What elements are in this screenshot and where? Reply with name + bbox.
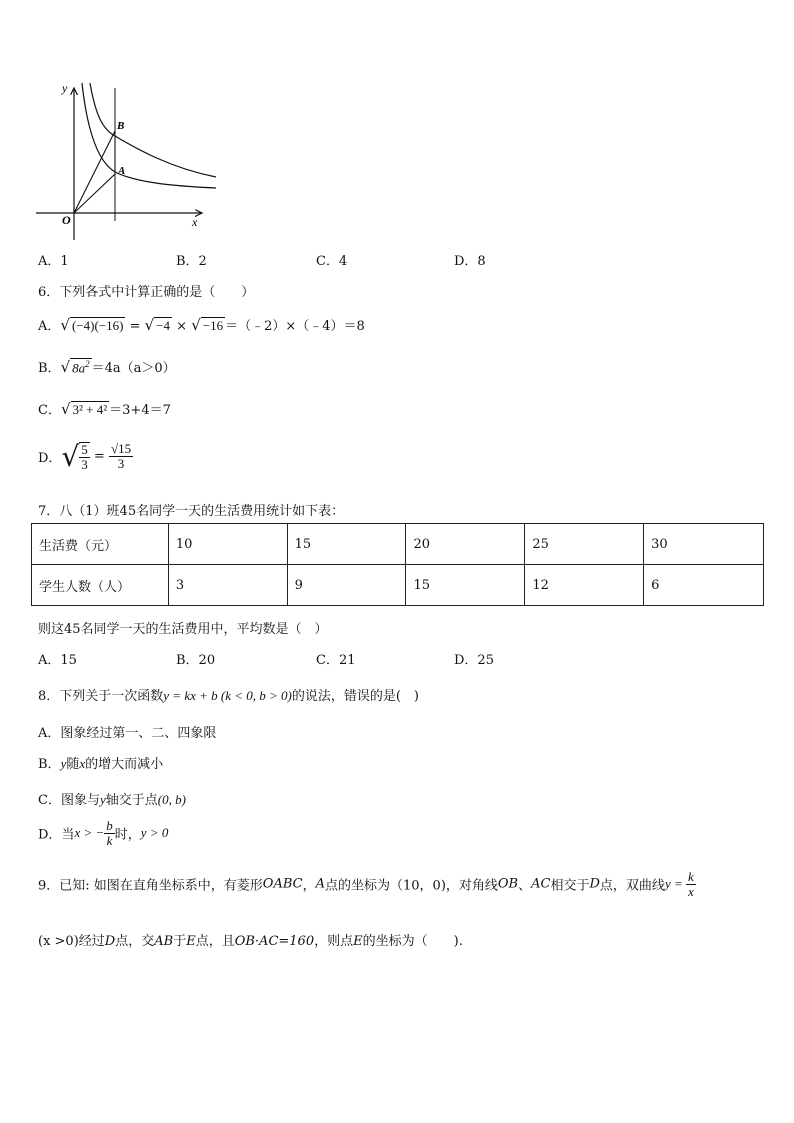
hyperbola-outer — [90, 83, 216, 177]
q7-option-a[interactable]: A．15 — [38, 653, 77, 668]
q6-b-label: B． — [38, 361, 61, 376]
q7-question: 则这45名同学一天的生活费用中，平均数是（ ） — [38, 622, 328, 637]
q9-fraction: $\frac{k}{x}$ — [687, 869, 694, 899]
sqrt-icon: √ — [61, 440, 80, 473]
q7-option-b[interactable]: B．20 — [176, 653, 216, 668]
q5-option-a[interactable]: A．1 — [38, 254, 69, 269]
q6-option-d[interactable] — [38, 440, 133, 473]
q8-option-c[interactable]: C．图象与y轴交于点(0, b) — [38, 792, 186, 808]
q6-a-radicand2: −4 — [156, 318, 171, 333]
q6-d-label: D． — [38, 451, 62, 466]
q6-d-eq: = — [89, 449, 109, 464]
q6-option-b[interactable] — [38, 357, 176, 376]
q6-c-label: C． — [38, 403, 61, 418]
q8-option-b[interactable]: B．y随x的增大而减小 — [38, 756, 164, 772]
q6-stem: 6．下列各式中计算正确的是（ ） — [38, 285, 255, 300]
q6-a-eq: = — [125, 319, 145, 334]
q8-option-d[interactable]: D．当x > − $\frac{b}{k}$ 时，y > 0 — [38, 818, 169, 848]
q6-a-radicand3: −16 — [202, 318, 224, 333]
table-cell: 25 — [525, 524, 644, 565]
table-row — [32, 565, 764, 606]
label-y: y — [62, 81, 68, 95]
table-cell: 15 — [406, 565, 525, 606]
q6-option-c[interactable] — [38, 399, 171, 418]
q7-option-c[interactable]: C．21 — [316, 653, 356, 668]
q6-option-a[interactable] — [38, 315, 365, 334]
q6-a-label: A． — [38, 319, 61, 334]
q8-option-a[interactable]: A．图象经过第一、二、四象限 — [38, 726, 217, 741]
q8-d-fraction: $\frac{b}{k}$ — [106, 818, 113, 848]
q6-d-lhs-fraction: $\frac{5}{3}$ — [81, 441, 88, 472]
sqrt-icon: √ — [191, 316, 201, 334]
q6-c-rest: ＝3+4＝7 — [109, 403, 171, 418]
q6-a-rest: ＝（﹣2）×（﹣4）＝8 — [225, 319, 365, 334]
q5-option-c[interactable]: C．4 — [316, 254, 348, 269]
q6-b-rest: ＝4a（a＞0） — [91, 361, 176, 376]
label-a: A — [118, 165, 126, 177]
segment-oa — [74, 174, 115, 213]
q5-option-d[interactable]: D．8 — [454, 254, 486, 269]
table-cell: 学生人数（人） — [32, 565, 169, 606]
table-cell: 生活费（元） — [32, 524, 169, 565]
q9-line2: (x >0)经过D点，交AB于E点，且OB·AC=160，则点E的坐标为（ ). — [38, 934, 463, 949]
q7-option-d[interactable]: D．25 — [454, 653, 494, 668]
table-cell: 3 — [168, 565, 287, 606]
q6-a-radicand: (−4)(−16) — [71, 318, 124, 333]
table-cell: 9 — [287, 565, 406, 606]
q7-stem: 7．八（1）班45名同学一天的生活费用统计如下表： — [38, 504, 345, 519]
q8-stem: 8．下列关于一次函数y = kx + b (k < 0, b > 0)的说法，错误的是( ) — [38, 688, 420, 704]
q6-a-times: × — [172, 319, 192, 334]
stats-table — [31, 523, 764, 606]
sqrt-icon: √ — [60, 316, 70, 334]
table-cell: 10 — [168, 524, 287, 565]
q6-d-rhs-fraction: $\frac{√15}{3}$ — [110, 441, 132, 471]
q6-b-radicand: $8a^2$ — [72, 358, 90, 375]
table-cell: 15 — [287, 524, 406, 565]
table-cell: 20 — [406, 524, 525, 565]
table-cell: 6 — [644, 565, 764, 606]
label-b: B — [117, 120, 125, 132]
table-cell: 12 — [525, 565, 644, 606]
q5-option-b[interactable]: B．2 — [176, 254, 207, 269]
q6-c-radicand: 3² + 4² — [72, 402, 108, 417]
q9-line1: 9．已知: 如图在直角坐标系中，有菱形OABC，A点的坐标为（10，0)，对角线OB、AC相交于D点，双曲线y = $\frac{k}{x}$ — [38, 869, 694, 899]
q8-formula: y = kx + b (k < 0, b > 0) — [163, 688, 292, 703]
label-o: O — [62, 213, 71, 227]
sqrt-icon: √ — [60, 358, 71, 376]
sqrt-icon: √ — [144, 316, 155, 334]
label-x: x — [192, 215, 198, 229]
sqrt-icon: √ — [60, 400, 71, 418]
table-row — [32, 524, 764, 565]
table-cell: 30 — [644, 524, 764, 565]
hyperbola-graph — [30, 78, 220, 243]
